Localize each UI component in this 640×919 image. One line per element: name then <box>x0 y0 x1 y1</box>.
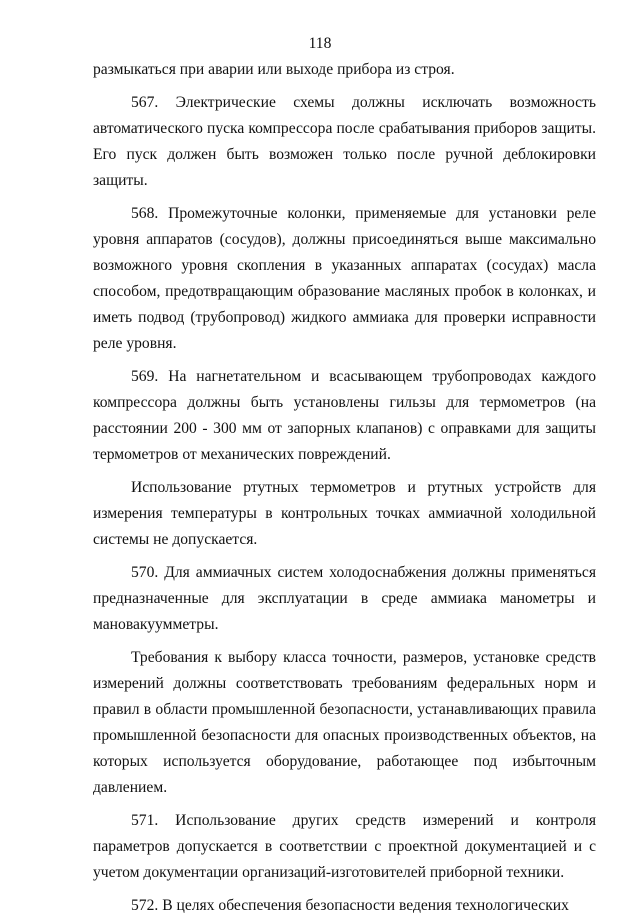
paragraph-572: 572. В целях обеспечения безопасности ведения технологических <box>131 897 569 914</box>
paragraph-568: 568. Промежуточные колонки, применяемые для установки реле уровня аппаратов (сосудов), должны присоединяться выше максимально возможного уровня скопления в указанных аппаратах (сосудах) масла способом, предотвращающим образование масляных пробок в колонках, и иметь подвод (трубопровод) жидкого аммиака для проверки исправности реле уровня. <box>93 205 596 352</box>
document-body <box>93 57 596 919</box>
paragraph-571: 571. Использование других средств измерений и контроля параметров допускается в соответствии с проектной документацией и с учетом документации организаций-изготовителей приборной техники. <box>93 812 596 881</box>
page-number: 118 <box>308 35 332 52</box>
paragraph-569-mercury: Использование ртутных термометров и ртутных устройств для измерения температуры в контрольных точках аммиачной холодильной системы не допускается. <box>93 479 596 548</box>
paragraph-569: 569. На нагнетательном и всасывающем трубопроводах каждого компрессора должны быть установлены гильзы для термометров (на расстоянии 200 - 300 мм от запорных клапанов) с оправками для защиты термометров от механических повреждений. <box>93 368 596 463</box>
paragraph-570-requirements: Требования к выбору класса точности, размеров, установке средств измерений должны соответствовать требованиям федеральных норм и правил в области промышленной безопасности, устанавливающих правила промышленной безопасности для опасных производственных объектов, на которых используется оборудование, работающее под избыточным давлением. <box>93 649 596 796</box>
paragraph-570: 570. Для аммиачных систем холодоснабжения должны применяться предназначенные для эксплуатации в среде аммиака манометры и мановакуумметры. <box>93 564 596 633</box>
paragraph-567: 567. Электрические схемы должны исключать возможность автоматического пуска компрессора после срабатывания приборов защиты. Его пуск должен быть возможен только после ручной деблокировки защиты. <box>93 94 596 189</box>
paragraph-continuation: размыкаться при аварии или выходе прибора из строя. <box>93 61 455 78</box>
